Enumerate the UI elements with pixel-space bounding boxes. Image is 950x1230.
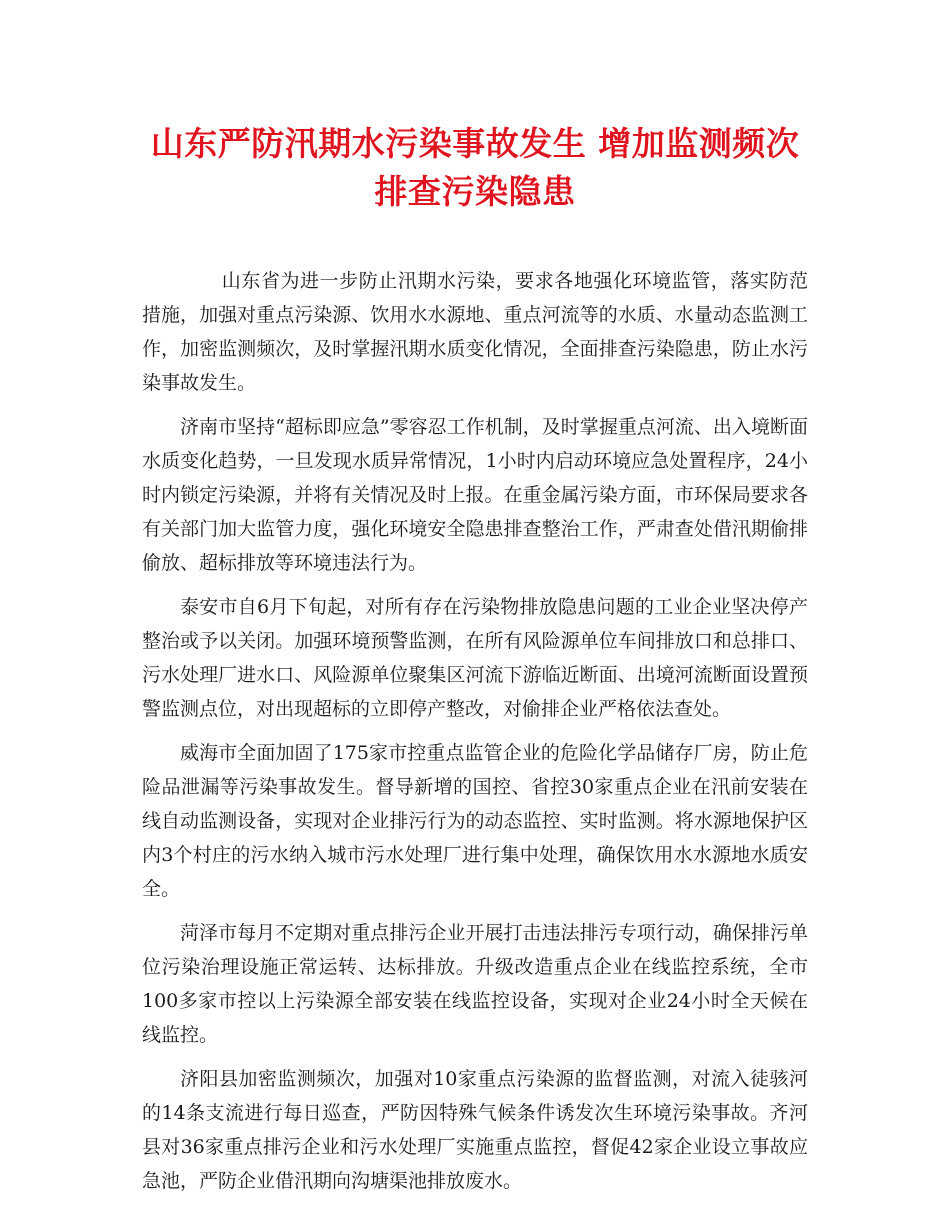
page-title [142,120,808,216]
paragraph: 济南市坚持“超标即应急”零容忍工作机制，及时掌握重点河流、出入境断面水质变化趋势，一旦发现水质异常情况，1小时内启动环境应急处置程序，24小时内锁定污染源，并将有关情况及时上报。在重金属污染方面，市环保局要求各有关部门加大监管力度，强化环境安全隐患排查整治工作，严肃查处借汛期偷排偷放、超标排放等环境违法行为。 [142,416,808,574]
paragraph: 菏泽市每月不定期对重点排污企业开展打击违法排污专项行动，确保排污单位污染治理设施正常运转、达标排放。升级改造重点企业在线监控系统，全市100多家市控以上污染源全部安装在线监控设备，实现对企业24小时全天候在线监控。 [142,922,808,1046]
title-line-2: 排查污染隐患 [374,172,576,211]
title-line-1: 山东严防汛期水污染事故发生 增加监测频次 [150,124,800,163]
article-body [142,264,808,1198]
paragraph: 威海市全面加固了175家市控重点监管企业的危险化学品储存厂房，防止危险品泄漏等污染事故发生。督导新增的国控、省控30家重点企业在汛前安装在线自动监测设备，实现对企业排污行为的动态监控、实时监测。将水源地保护区内3个村庄的污水纳入城市污水处理厂进行集中处理，确保饮用水水源地水质安全。 [142,742,808,900]
paragraph: 济阳县加密监测频次，加强对10家重点污染源的监督监测，对流入徒骇河的14条支流进行每日巡查，严防因特殊气候条件诱发次生环境污染事故。齐河县对36家重点排污企业和污水处理厂实施重点监控，督促42家企业设立事故应急池，严防企业借汛期向沟塘渠池排放废水。 [142,1068,808,1192]
paragraph: 泰安市自6月下旬起，对所有存在污染物排放隐患问题的工业企业坚决停产整治或予以关闭。加强环境预警监测，在所有风险源单位车间排放口和总排口、污水处理厂进水口、风险源单位聚集区河流下游临近断面、出境河流断面设置预警监测点位，对出现超标的立即停产整改，对偷排企业严格依法查处。 [142,596,808,720]
paragraph: 山东省为进一步防止汛期水污染，要求各地强化环境监管，落实防范措施，加强对重点污染源、饮用水水源地、重点河流等的水质、水量动态监测工作，加密监测频次，及时掌握汛期水质变化情况，全面排查污染隐患，防止水污染事故发生。 [142,270,808,394]
